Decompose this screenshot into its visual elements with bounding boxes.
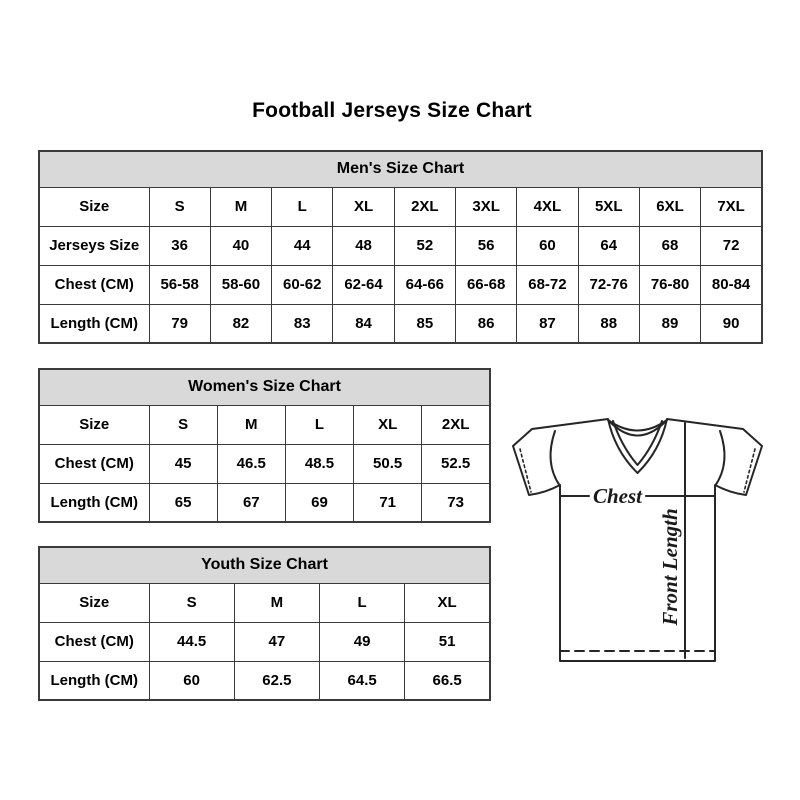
table-cell: 73: [422, 483, 490, 522]
table-cell: 62.5: [234, 661, 319, 700]
table-cell: 71: [354, 483, 422, 522]
table-cell: 90: [701, 304, 762, 343]
left-armhole-seam: [551, 431, 560, 486]
table-cell: M: [234, 583, 319, 622]
table-cell: 66.5: [405, 661, 490, 700]
table-row: [39, 661, 490, 700]
table-cell: 72-76: [578, 265, 639, 304]
table-row: [39, 444, 490, 483]
table-cell: 68-72: [517, 265, 578, 304]
table-cell: 2XL: [422, 405, 490, 444]
table-row: [39, 622, 490, 661]
table-cell: 88: [578, 304, 639, 343]
table-cell: 40: [210, 226, 271, 265]
table-cell: 67: [217, 483, 285, 522]
table-cell: 86: [455, 304, 516, 343]
row-label: Size: [39, 187, 149, 226]
table-cell: L: [320, 583, 405, 622]
table-cell: 65: [149, 483, 217, 522]
row-label: Length (CM): [39, 304, 149, 343]
table-cell: 52.5: [422, 444, 490, 483]
womens-table-title: Women's Size Chart: [39, 369, 490, 405]
table-row: [39, 405, 490, 444]
jersey-diagram-svg: [500, 398, 770, 680]
right-armhole-seam: [715, 431, 724, 486]
table-cell: 51: [405, 622, 490, 661]
table-cell: 83: [272, 304, 333, 343]
table-cell: 87: [517, 304, 578, 343]
front-length-label: Front Length: [658, 508, 682, 626]
row-label: Size: [39, 405, 149, 444]
table-row: [39, 265, 762, 304]
table-header-row: [39, 151, 762, 187]
row-label: Chest (CM): [39, 444, 149, 483]
table-cell: 64.5: [320, 661, 405, 700]
table-cell: 3XL: [455, 187, 516, 226]
mens-table-title: Men's Size Chart: [39, 151, 762, 187]
table-header-row: [39, 547, 490, 583]
row-label: Chest (CM): [39, 265, 149, 304]
table-cell: 82: [210, 304, 271, 343]
table-row: [39, 226, 762, 265]
table-cell: 64-66: [394, 265, 455, 304]
table-cell: 50.5: [354, 444, 422, 483]
table-cell: 44.5: [149, 622, 234, 661]
table-cell: S: [149, 187, 210, 226]
table-cell: 60-62: [272, 265, 333, 304]
jersey-measurement-diagram: [500, 398, 770, 680]
table-cell: 47: [234, 622, 319, 661]
table-cell: 89: [639, 304, 700, 343]
table-cell: 66-68: [455, 265, 516, 304]
table-cell: M: [210, 187, 271, 226]
table-cell: 69: [285, 483, 353, 522]
womens-size-table: [38, 368, 491, 523]
table-row: [39, 483, 490, 522]
table-cell: 80-84: [701, 265, 762, 304]
table-cell: 49: [320, 622, 405, 661]
table-cell: 76-80: [639, 265, 700, 304]
table-cell: 79: [149, 304, 210, 343]
table-row: [39, 304, 762, 343]
table-cell: XL: [405, 583, 490, 622]
table-cell: 5XL: [578, 187, 639, 226]
table-cell: 64: [578, 226, 639, 265]
table-cell: 60: [149, 661, 234, 700]
table-cell: L: [285, 405, 353, 444]
table-cell: 45: [149, 444, 217, 483]
table-cell: 48.5: [285, 444, 353, 483]
table-cell: 2XL: [394, 187, 455, 226]
table-row: [39, 583, 490, 622]
youth-table-title: Youth Size Chart: [39, 547, 490, 583]
table-cell: 48: [333, 226, 394, 265]
table-row: [39, 187, 762, 226]
table-cell: 84: [333, 304, 394, 343]
table-cell: XL: [354, 405, 422, 444]
table-cell: S: [149, 405, 217, 444]
table-cell: M: [217, 405, 285, 444]
table-cell: 6XL: [639, 187, 700, 226]
table-cell: 72: [701, 226, 762, 265]
row-label: Length (CM): [39, 483, 149, 522]
table-cell: 7XL: [701, 187, 762, 226]
row-label: Size: [39, 583, 149, 622]
table-cell: XL: [333, 187, 394, 226]
table-header-row: [39, 369, 490, 405]
table-cell: 44: [272, 226, 333, 265]
table-cell: S: [149, 583, 234, 622]
table-cell: 4XL: [517, 187, 578, 226]
table-cell: 60: [517, 226, 578, 265]
youth-size-table: [38, 546, 491, 701]
table-cell: 52: [394, 226, 455, 265]
page-title: Football Jerseys Size Chart: [252, 99, 532, 122]
table-cell: 56: [455, 226, 516, 265]
table-cell: 46.5: [217, 444, 285, 483]
table-cell: 36: [149, 226, 210, 265]
table-cell: 68: [639, 226, 700, 265]
row-label: Chest (CM): [39, 622, 149, 661]
row-label: Length (CM): [39, 661, 149, 700]
table-cell: 62-64: [333, 265, 394, 304]
chest-label: Chest: [592, 484, 643, 508]
table-cell: 58-60: [210, 265, 271, 304]
table-cell: L: [272, 187, 333, 226]
table-cell: 85: [394, 304, 455, 343]
mens-size-table: [38, 150, 763, 344]
row-label: Jerseys Size: [39, 226, 149, 265]
table-cell: 56-58: [149, 265, 210, 304]
